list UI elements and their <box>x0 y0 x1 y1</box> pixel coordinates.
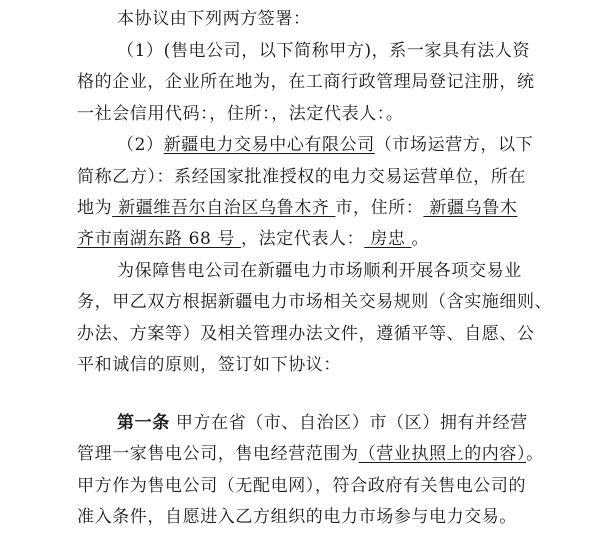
doc-line-15 <box>77 476 526 496</box>
doc-text: 办法、方案等）及相关管理办法文件，遵循平等、自愿、公 <box>77 324 535 344</box>
doc-line-6 <box>77 167 526 187</box>
doc-text: 。 <box>526 444 544 464</box>
doc-text: 甲方作为售电公司（无配电网），符合政府有关售电公司的 <box>77 476 527 496</box>
doc-text: 甲方在省（市、自治区）市（区）拥有并经营 <box>169 413 528 433</box>
doc-text: 平和诚信的原则，签订如下协议： <box>77 355 341 375</box>
doc-line-7 <box>77 198 517 218</box>
doc-line-4 <box>77 104 404 124</box>
doc-text: 准入条件，自愿进入乙方组织的电力市场参与电力交易。 <box>77 507 517 527</box>
doc-line-1 <box>117 9 311 29</box>
business-scope: （营业执照上的内容） <box>358 444 527 464</box>
doc-text: 市，住所： <box>335 198 424 218</box>
doc-text: ，法定代表人： <box>241 229 365 249</box>
doc-text: （2） <box>117 135 164 155</box>
doc-line-3 <box>77 72 535 92</box>
party-b-name: 新疆电力交易中心有限公司 <box>163 135 375 155</box>
party-b-legal-rep: 房忠 <box>364 229 412 249</box>
doc-line-9 <box>117 261 522 281</box>
doc-line-10 <box>77 292 552 312</box>
doc-text: 务，甲乙双方根据新疆电力市场相关交易规则（含实施细则、 <box>77 292 553 312</box>
doc-line-14 <box>77 444 544 464</box>
doc-line-11 <box>77 324 535 344</box>
doc-text: （市场运营方，以下 <box>374 135 534 155</box>
doc-line-16 <box>77 507 517 527</box>
doc-line-13 <box>117 413 528 433</box>
doc-text: 地为 <box>77 198 113 218</box>
doc-text: 管理一家售电公司，售电经营范围为 <box>77 444 359 464</box>
article-heading: 第一条 <box>117 413 170 433</box>
doc-text: 一社会信用代码：，住所：，法定代表人：。 <box>77 104 404 124</box>
doc-text: 格的企业，企业所在地为，在工商行政管理局登记注册，统 <box>77 72 535 92</box>
party-b-location: 新疆维吾尔自治区乌鲁木齐 <box>112 198 336 218</box>
doc-text: 为保障售电公司在新疆电力市场顺利开展各项交易业 <box>117 261 522 281</box>
doc-line-8 <box>77 229 429 249</box>
party-b-address-cont: 齐市南湖东路 68 号 <box>77 229 242 249</box>
doc-line-5 <box>117 135 533 155</box>
doc-text: 简称乙方）：系经国家批准授权的电力交易运营单位，所在 <box>77 167 527 187</box>
doc-text: （1）(售电公司，以下简称甲方)，系一家具有法人资 <box>117 41 531 61</box>
doc-line-12 <box>77 355 341 375</box>
doc-text: 本协议由下列两方签署： <box>117 9 311 29</box>
doc-line-2 <box>117 41 530 61</box>
doc-text: 。 <box>411 229 430 249</box>
party-b-address: 新疆乌鲁木 <box>423 198 518 218</box>
